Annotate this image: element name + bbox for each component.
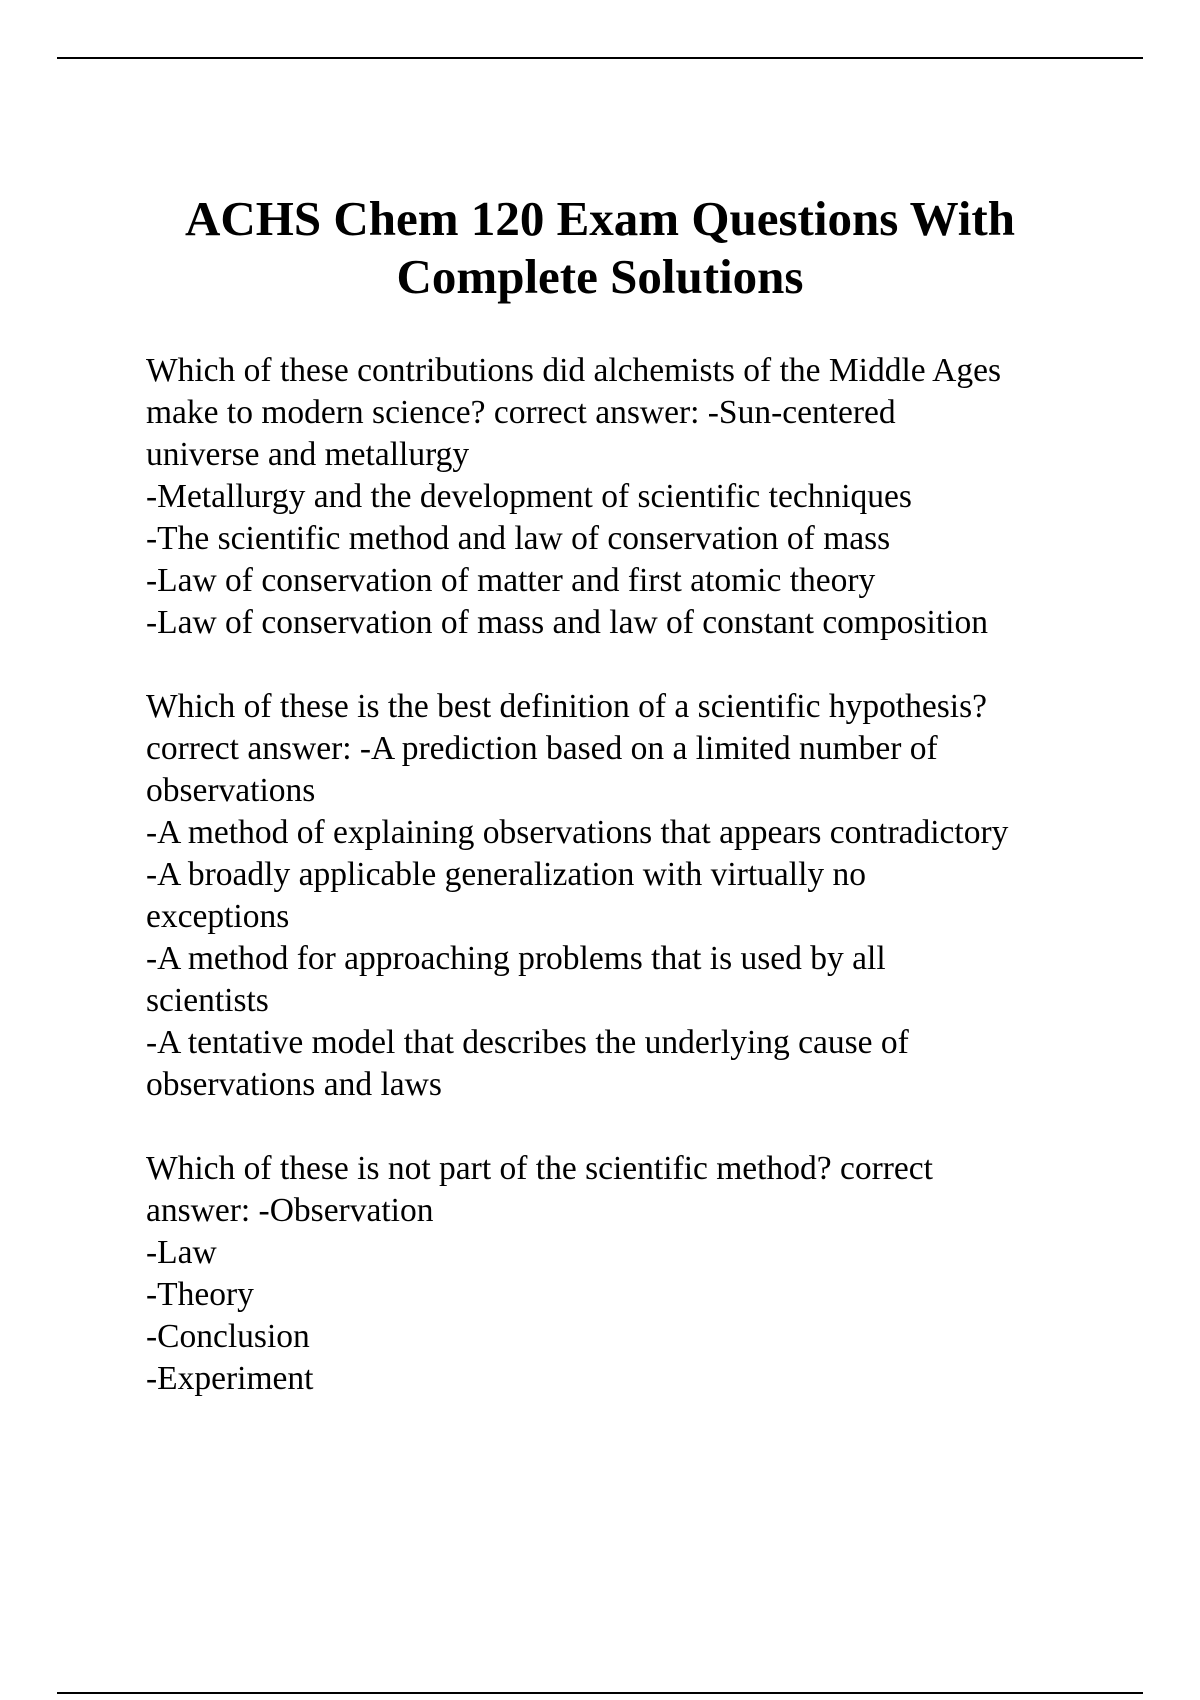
question-1-line: make to modern science? correct answer: -Sun-centered — [146, 394, 896, 431]
question-2-option: -A method of explaining observations that appears contradictory — [146, 814, 1009, 851]
question-3-option: -Law — [146, 1234, 217, 1271]
title-line-2: Complete Solutions — [396, 249, 804, 304]
question-1-option: -Law of conservation of matter and first atomic theory — [146, 562, 876, 599]
question-3-line: Which of these is not part of the scientific method? correct — [146, 1150, 933, 1187]
document-title — [100, 190, 1100, 306]
question-3-option: -Theory — [146, 1276, 254, 1313]
question-1-option: -The scientific method and law of conservation of mass — [146, 520, 891, 557]
question-2-option: -A broadly applicable generalization with virtually no — [146, 856, 867, 893]
question-1-line: universe and metallurgy — [146, 436, 470, 473]
question-1-option: -Law of conservation of mass and law of constant composition — [146, 604, 988, 641]
question-block-3 — [146, 1148, 1146, 1400]
question-2-option: -A method for approaching problems that is used by all — [146, 940, 886, 977]
bottom-divider — [57, 1692, 1143, 1694]
question-3-option: -Experiment — [146, 1360, 314, 1397]
document-body — [146, 350, 1146, 1442]
question-2-option: exceptions — [146, 898, 290, 935]
title-line-1: ACHS Chem 120 Exam Questions With — [185, 191, 1015, 246]
question-block-2 — [146, 686, 1146, 1106]
top-divider — [57, 57, 1143, 59]
question-2-option: observations and laws — [146, 1066, 442, 1103]
question-3-option: -Conclusion — [146, 1318, 310, 1355]
question-2-option: -A tentative model that describes the underlying cause of — [146, 1024, 909, 1061]
question-2-line: Which of these is the best definition of a scientific hypothesis? — [146, 688, 988, 725]
question-1-line: Which of these contributions did alchemists of the Middle Ages — [146, 352, 1002, 389]
question-3-line: answer: -Observation — [146, 1192, 434, 1229]
question-2-line: observations — [146, 772, 316, 809]
question-1-option: -Metallurgy and the development of scientific techniques — [146, 478, 912, 515]
question-2-line: correct answer: -A prediction based on a limited number of — [146, 730, 938, 767]
question-2-option: scientists — [146, 982, 269, 1019]
question-block-1 — [146, 350, 1146, 644]
